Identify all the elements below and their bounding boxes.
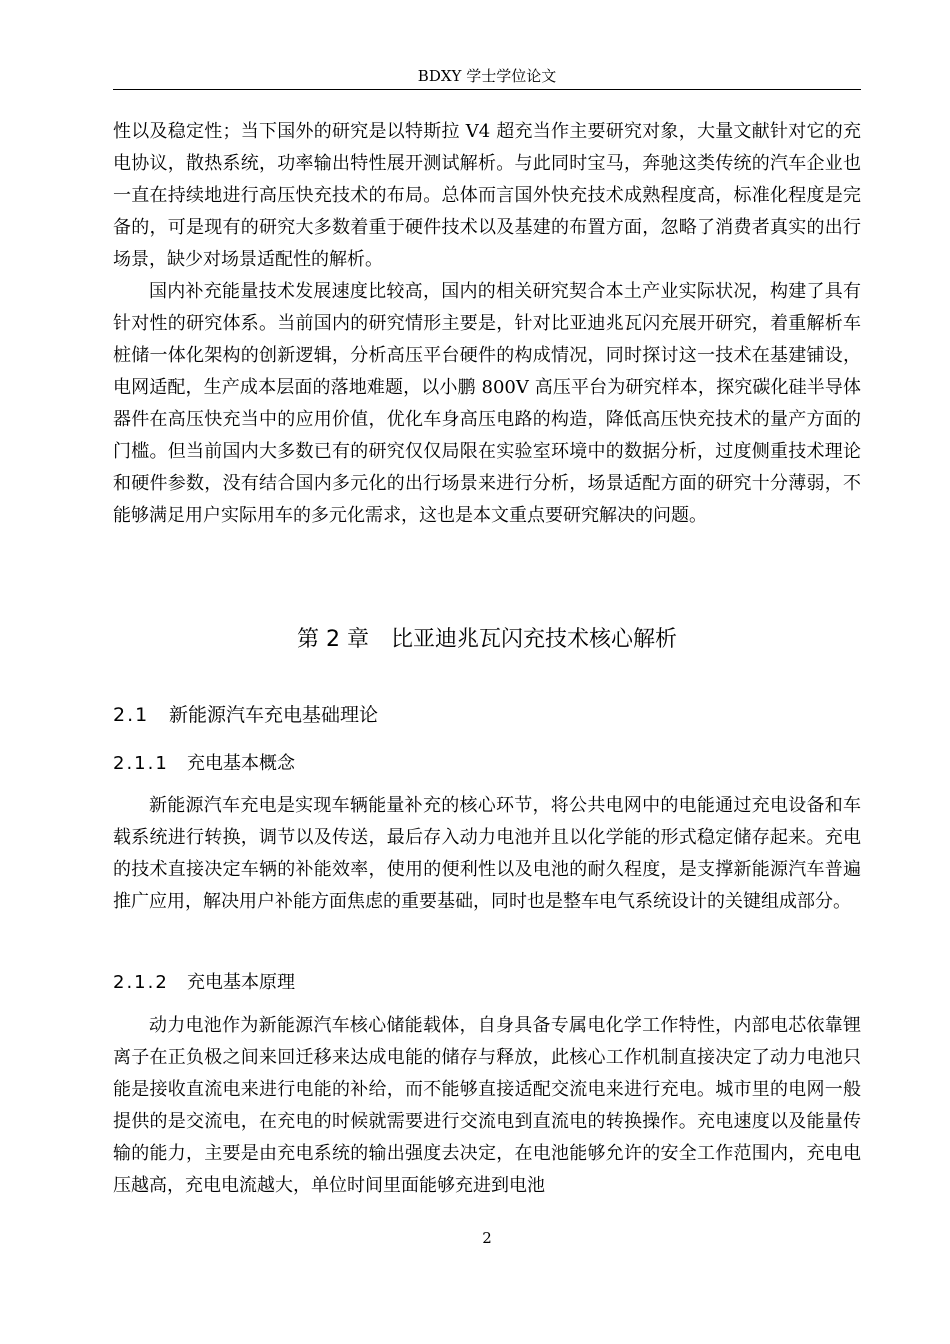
- subsection-number: 2.1.1: [113, 753, 169, 774]
- body-paragraph: 动力电池作为新能源汽车核心储能载体，自身具备专属电化学工作特性，内部电芯依靠锂离子在正负极之间来回迁移来达成电能的储存与释放，此核心工作机制直接决定了动力电池只能是接收直流电来进行电能的补给，而不能够直接适配交流电来进行充电。城市里的电网一般提供的是交流电，在充电的时候就需要进行交流电到直流电的转换操作。充电速度以及能量传输的能力，主要是由充电系统的输出强度去决定，在电池能够允许的安全工作范围内，充电电压越高，充电电流越大，单位时间里面能够充进到电池: [113, 1015, 861, 1196]
- chapter-title-text: 比亚迪兆瓦闪充技术核心解析: [390, 627, 677, 652]
- subsection-heading: [113, 749, 861, 779]
- subsection-number: 2.1.2: [113, 972, 169, 993]
- subsection-text: [113, 1010, 861, 1202]
- section-title: 新能源汽车充电基础理论: [169, 704, 379, 726]
- running-header: BDXY 学士学位论文: [417, 67, 557, 85]
- chapter-title: [113, 624, 861, 656]
- subsection-text: [113, 790, 861, 918]
- body-paragraph: 性以及稳定性；当下国外的研究是以特斯拉 V4 超充当作主要研究对象，大量文献针对它的充电协议，散热系统，功率输出特性展开测试解析。与此同时宝马，奔驰这类传统的汽车企业也一直在持续地进行高压快充技术的布局。总体而言国外快充技术成熟程度高，标准化程度是完备的，可是现有的研究大多数着重于硬件技术以及基建的布置方面，忽略了消费者真实的出行场景，缺少对场景适配性的解析。: [113, 121, 861, 270]
- subsection-heading: [113, 968, 861, 998]
- section-number: 2.1: [113, 704, 150, 726]
- body-paragraph: 国内补充能量技术发展速度比较高，国内的相关研究契合本土产业实际状况，构建了具有针对性的研究体系。当前国内的研究情形主要是，针对比亚迪兆瓦闪充展开研究，着重解析车桩储一体化架构的创新逻辑，分析高压平台硬件的构成情况，同时探讨这一技术在基建铺设，电网适配，生产成本层面的落地难题，以小鹏 800V 高压平台为研究样本，探究碳化硅半导体器件在高压快充当中的应用价值，优化车身高压电路的构造，降低高压快充技术的量产方面的门槛。但当前国内大多数已有的研究仅仅局限在实验室环境中的数据分析，过度侧重技术理论和硬件参数，没有结合国内多元化的出行场景来进行分析，场景适配方面的研究十分薄弱，不能够满足用户实际用车的多元化需求，这也是本文重点要研究解决的问题。: [113, 281, 861, 526]
- body-paragraph: 新能源汽车充电是实现车辆能量补充的核心环节，将公共电网中的电能通过充电设备和车载系统进行转换，调节以及传送，最后存入动力电池并且以化学能的形式稳定储存起来。充电的技术直接决定车辆的补能效率，使用的便利性以及电池的耐久程度，是支撑新能源汽车普遍推广应用，解决用户补能方面焦虑的重要基础，同时也是整车电气系统设计的关键组成部分。: [113, 795, 861, 912]
- subsection-title: 充电基本概念: [187, 753, 295, 774]
- section-heading: [113, 700, 861, 730]
- page-number: 2: [482, 1229, 492, 1247]
- chapter-number: 第 2 章: [297, 627, 369, 652]
- intro-text: [113, 116, 861, 532]
- subsection-title: 充电基本原理: [187, 972, 295, 993]
- header-rule: [113, 89, 861, 90]
